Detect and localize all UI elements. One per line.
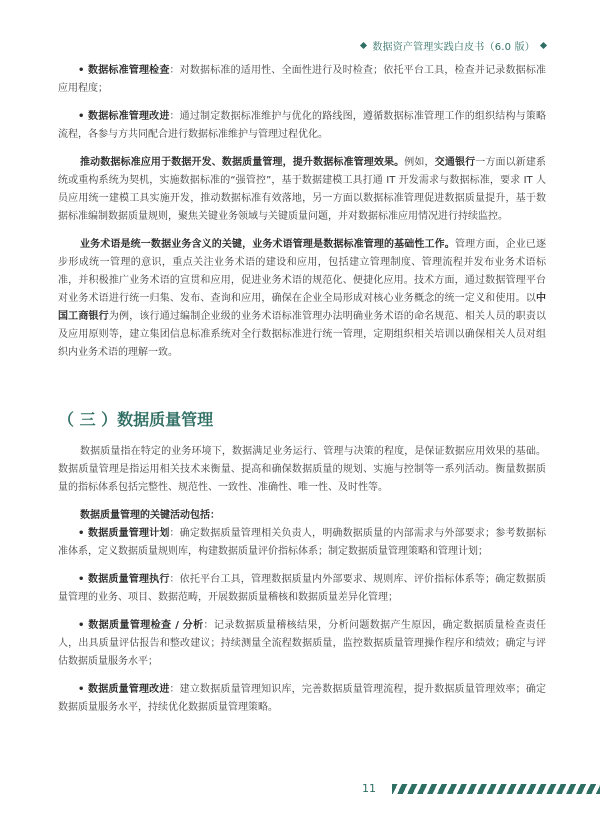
page-number: 11 bbox=[362, 782, 376, 795]
content-top bbox=[58, 62, 546, 372]
intro-paragraph: 数据质量指在特定的业务环境下，数据满足业务运行、管理与决策的程度，是保证数据应用效果的基础。数据质量管理是指运用相关技术来衡量、提高和确保数据质量的规划、实施与控制等一系列活动。衡量数据质量的指标体系包括完整性、规范性、一致性、准确性、唯一性、及时性等。 bbox=[58, 446, 546, 493]
running-header bbox=[359, 38, 548, 53]
bold-lead: • 数据质量管理改进 bbox=[78, 684, 170, 695]
activity-item bbox=[58, 681, 546, 717]
bold-lead: 业务术语是统一数据业务含义的关键，业务术语管理是数据标准管理的基础性工作。 bbox=[80, 239, 455, 250]
sub-heading: 数据质量管理的关键活动包括： bbox=[80, 510, 220, 521]
bold-bank-name: 中国工商银行 bbox=[58, 293, 546, 322]
bold-lead: • 数据质量管理执行 bbox=[78, 574, 170, 585]
decorative-stripes bbox=[392, 784, 600, 794]
bold-lead: • 数据质量管理计划 bbox=[78, 528, 170, 539]
diamond-icon bbox=[360, 42, 367, 49]
paragraph-text: 例如， bbox=[404, 157, 435, 168]
paragraph-text: 为例，该行通过编制企业级的业务术语标准管理办法明确业务术语的命名规范、相关人员的职责以及应用原则等，建立集团信息标准系统对全行数据标准进行统一管理，定期组织相关培训以确保相关人员对组织内业务术语的理解一致。 bbox=[58, 311, 547, 358]
paragraph-text: 管理方面，企业已逐步形成统一管理的意识，重点关注业务术语的建设和应用，包括建立管理制度、管理流程并发布业务术语标准，并积极推广业务术语的宣贯和应用，促进业务术语的规范化、便捷化应用。技术方面，通过数据管理平台对业务术语进行统一归集、发布、查询和应用，确保在企业全局形成对核心业务概念的统一定义和使用。以 bbox=[58, 239, 547, 304]
paragraph-text: ：记录数据质量稽核结果，分析问题数据产生原因，确定数据质量检查责任人，出具质量评估报告和整改建议；持续测量全流程数据质量，监控数据质量管理操作程序和绩效；确定与评估数据质量服务水平； bbox=[58, 620, 546, 667]
paragraph bbox=[58, 154, 546, 226]
section-title: （ 三 ）数据质量管理 bbox=[58, 410, 214, 429]
paragraph bbox=[58, 108, 546, 144]
paragraph-text: ：确定数据质量管理相关负责人，明确数据质量的内部需求与外部要求；参考数据标准体系，定义数据质量规则库，构建数据质量评价指标体系；制定数据质量管理策略和管理计划； bbox=[58, 528, 546, 557]
bold-lead: 推动数据标准应用于数据开发、数据质量管理，提升数据标准管理效果。 bbox=[80, 157, 405, 168]
paragraph-text: 一方面以新建系统或重构系统为契机，实施数据标准的“强管控”，基于数据建模工具打通 IT 开发需求与数据标准，要求 IT 人员应用统一建模工具实施开发，推动数据标准有效落地，另一方面以数据标准管理促进数据质量提升，基于数据标准编制数据质量规则，聚焦关键业务领域与关键质量问题，并对数据标准应用情况进行持续监控。 bbox=[58, 157, 547, 222]
diamond-icon bbox=[540, 42, 547, 49]
activity-item bbox=[58, 525, 546, 561]
page-footer bbox=[0, 780, 600, 800]
paragraph bbox=[58, 62, 546, 98]
bold-lead: • 数据标准管理检查 bbox=[78, 65, 170, 76]
paragraph bbox=[58, 236, 546, 362]
activity-item bbox=[58, 617, 546, 671]
paragraph-text: ：建立数据质量管理知识库，完善数据质量管理流程，提升数据质量管理效率；确定数据质量服务水平，持续优化数据质量管理策略。 bbox=[58, 684, 546, 713]
paragraph-text: ：对数据标准的适用性、全面性进行及时检查；依托平台工具，检查并记录数据标准应用程度； bbox=[58, 65, 546, 94]
bold-bank-name: 交通银行 bbox=[434, 157, 476, 168]
paragraph-text: ：通过制定数据标准维护与优化的路线图，遵循数据标准管理工作的组织结构与策略流程，各参与方共同配合进行数据标准维护与管理过程优化。 bbox=[58, 111, 546, 140]
activity-item bbox=[58, 571, 546, 607]
paragraph-text: ：依托平台工具，管理数据质量内外部要求、规则库、评价指标体系等；确定数据质量管理的业务、项目、数据范畴，开展数据质量稽核和数据质量差异化管理； bbox=[58, 574, 546, 603]
bold-lead: • 数据标准管理改进 bbox=[78, 111, 170, 122]
content-bottom bbox=[58, 443, 546, 727]
bold-lead: • 数据质量管理检查 / 分析 bbox=[78, 620, 204, 631]
header-title: 数据资产管理实践白皮书（6.0 版） bbox=[372, 42, 535, 53]
